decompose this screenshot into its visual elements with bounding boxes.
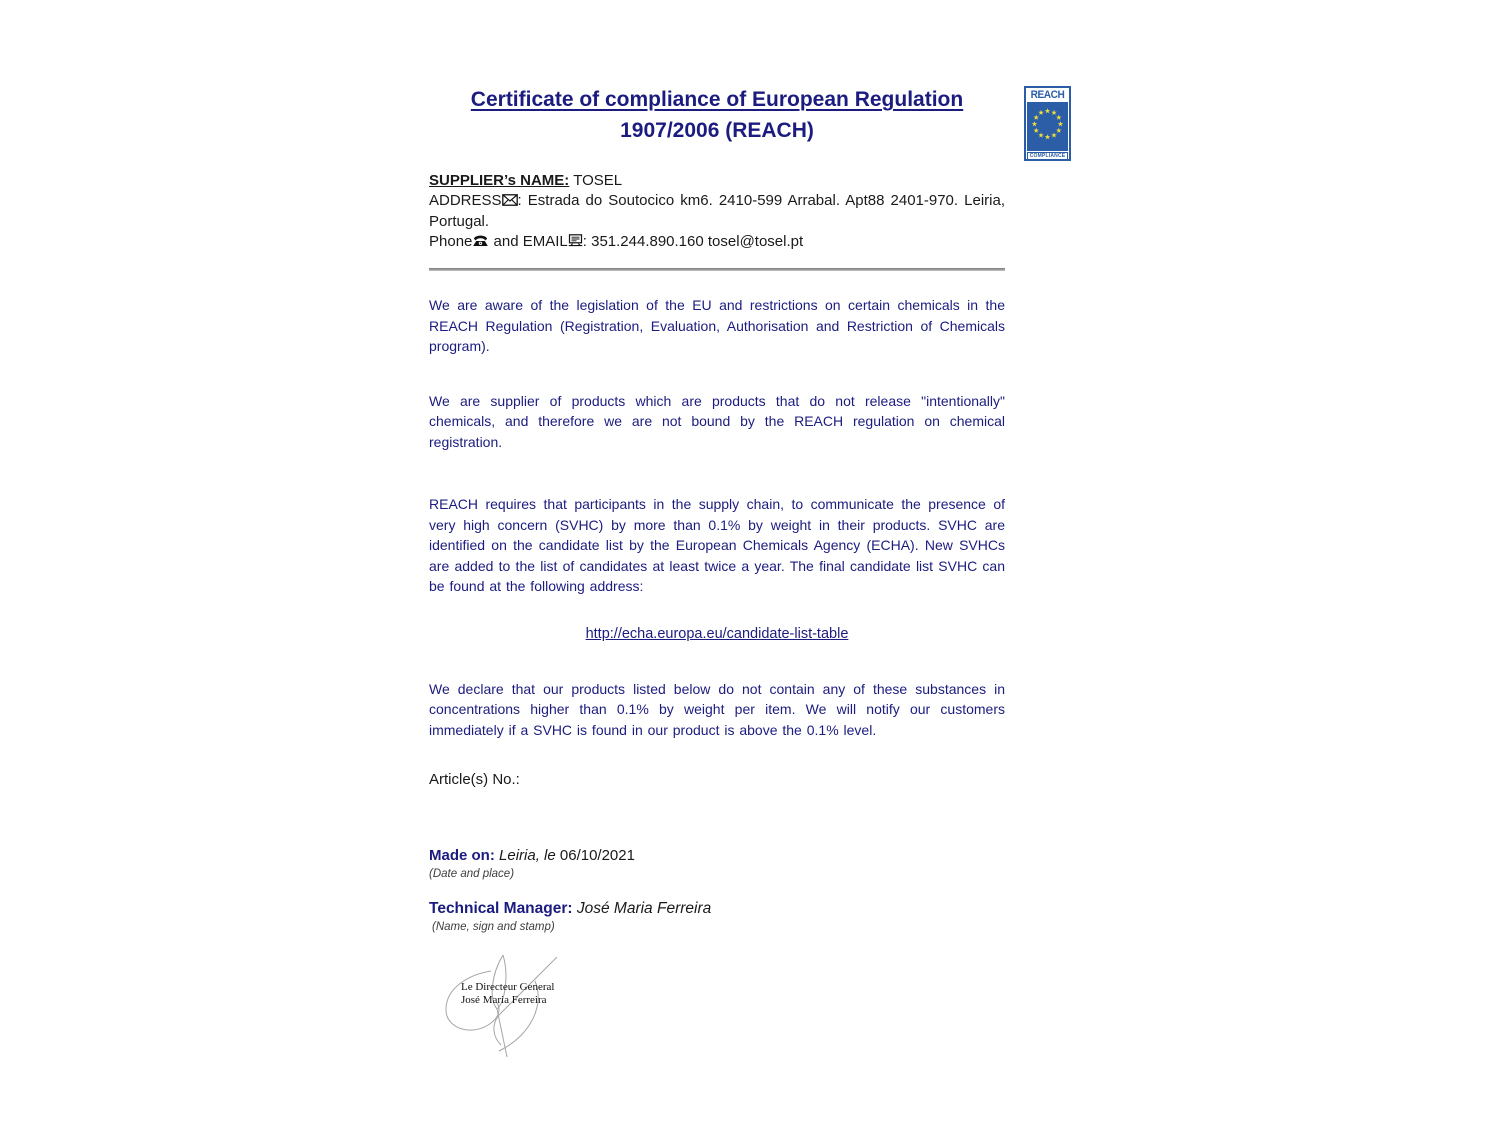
supplier-name-value: TOSEL	[569, 172, 623, 189]
address-value: : Estrada do Soutocico km6. 2410-599 Arrabal. Apt88 2401-970. Leiria, Portugal.	[429, 192, 1005, 230]
supplier-address-line	[429, 191, 1005, 232]
document-title	[429, 84, 1005, 146]
made-on-date: 06/10/2021	[555, 847, 635, 864]
horizontal-rule	[429, 268, 1005, 271]
title-line-2: 1907/2006 (REACH)	[620, 119, 814, 142]
phone-label: Phone	[429, 233, 473, 250]
date-place-note: (Date and place)	[429, 868, 515, 880]
reach-logo-title: REACH	[1030, 89, 1065, 101]
technical-manager-line	[429, 898, 1005, 919]
document-body	[429, 84, 1005, 1058]
technical-manager-name: José Maria Ferreira	[572, 900, 712, 917]
phone-icon	[472, 233, 489, 253]
address-label: ADDRESS	[429, 192, 502, 209]
technical-manager-label: Technical Manager:	[429, 900, 573, 917]
email-label: and EMAIL	[489, 233, 568, 250]
paragraph-supplier-declaration: We are supplier of products which are products that do not release "intentionally" chemicals, and therefore we are not bound by the REACH regulation on chemical registration.	[429, 392, 1005, 450]
candidate-list-link-line	[429, 625, 1005, 643]
supplier-block	[429, 171, 1005, 253]
name-sign-note: (Name, sign and stamp)	[432, 921, 555, 933]
made-on-place: Leiria, le	[494, 847, 556, 864]
candidate-list-link[interactable]: http://echa.europa.eu/candidate-list-table	[585, 625, 849, 642]
made-on-label: Made on:	[429, 847, 495, 864]
eu-stars-icon	[1027, 102, 1068, 146]
title-line-1: Certificate of compliance of European Regulation	[470, 88, 964, 111]
reach-logo-compliance-label: COMPLIANCE	[1027, 152, 1068, 161]
signature-area	[439, 953, 589, 1058]
signature-line-1: Le Directeur General	[461, 981, 555, 993]
made-on-line	[429, 846, 1005, 866]
supplier-name-line	[429, 171, 1005, 191]
paragraph-reach-requirements: REACH requires that participants in the supply chain, to communicate the presence of very high concern (SVHC) by more than 0.1% by weight in their products. SVHC are identified on the candidate list by the European Chemicals Agency (ECHA). New SVHCs are added to the list of candidates at least twice a year. The final candidate list SVHC can be found at the following address:	[429, 496, 1005, 594]
envelope-icon	[502, 192, 518, 212]
signature-line-2: José Maria Ferreira	[461, 994, 547, 1006]
reach-compliance-logo	[1024, 86, 1071, 161]
paragraph-awareness: We are aware of the legislation of the EU and restrictions on certain chemicals in the REACH Regulation (Registration, Evaluation, Authorisation and Restriction of Chemicals program).	[429, 297, 1005, 354]
supplier-name-label: SUPPLIER’s NAME:	[429, 172, 570, 189]
paragraph-svhc-declaration: We declare that our products listed below do not contain any of these substances in concentrations higher than 0.1% by weight per item. We will notify our customers immediately if a SVHC is found in our product is above the 0.1% level.	[429, 680, 1005, 738]
signature-stamp-text	[461, 981, 581, 1007]
computer-icon	[568, 233, 583, 253]
article-number-label: Article(s) No.:	[429, 771, 520, 788]
contact-value: : 351.244.890.160 tosel@tosel.pt	[582, 233, 804, 250]
eu-stars-panel	[1027, 102, 1068, 151]
supplier-contact-line	[429, 232, 1005, 253]
